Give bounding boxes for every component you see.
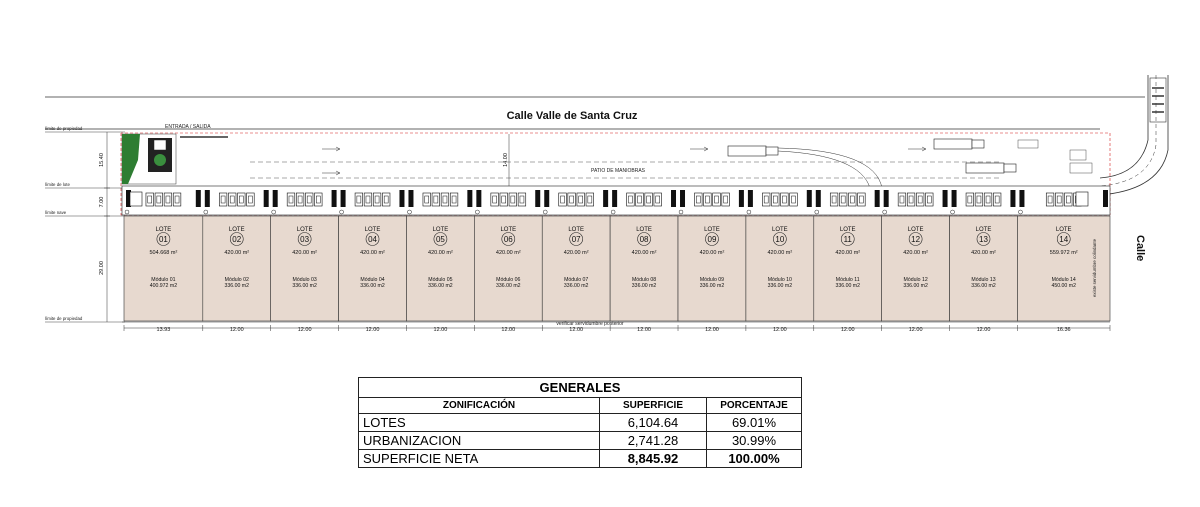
- truck-icon: [934, 139, 1038, 149]
- lot-01: [124, 216, 203, 321]
- parking-stall: [925, 193, 933, 206]
- parking-stall: [509, 193, 517, 206]
- lot-width: 12.00: [705, 327, 719, 333]
- module-label: Módulo 09: [699, 277, 725, 283]
- lot-area: 559.972 m²: [1049, 250, 1078, 256]
- lot-number: 01: [158, 235, 168, 244]
- loading-dock: [273, 190, 278, 207]
- lot-width: 12.00: [433, 327, 448, 333]
- parking-stall: [858, 193, 866, 206]
- module-label: Módulo 06: [496, 277, 521, 283]
- lot-label: LOTE: [975, 227, 992, 233]
- module-label: Módulo 11: [835, 277, 860, 283]
- module-area: 336.00 m2: [563, 283, 589, 289]
- parking-stall: [713, 193, 721, 206]
- loading-dock: [671, 190, 676, 207]
- parking-stall: [164, 193, 172, 206]
- lot-05: [406, 216, 474, 321]
- parking-stall: [228, 193, 236, 206]
- property-line-top-label: límite de propiedad: [45, 126, 83, 131]
- dim-parking: 7.00: [99, 196, 105, 208]
- parking-stall: [173, 193, 181, 206]
- lot-number: 10: [775, 235, 785, 244]
- lot-width: 12.00: [772, 327, 787, 333]
- lot-area: 420.00 m²: [495, 250, 521, 256]
- parking-stall: [423, 193, 431, 206]
- column-marker: [883, 210, 887, 214]
- parking-stall: [219, 193, 227, 206]
- lot-area: 420.00 m²: [903, 250, 929, 256]
- lot-area: 420.00 m²: [971, 250, 996, 256]
- module-label: Módulo 02: [224, 277, 249, 283]
- loading-dock: [535, 190, 540, 207]
- parking-stall: [898, 193, 906, 206]
- lot-02: [203, 216, 271, 321]
- parking-stall: [364, 193, 372, 206]
- lot-number: 13: [979, 235, 988, 244]
- loading-dock: [943, 190, 948, 207]
- module-label: Módulo 04: [360, 277, 385, 283]
- lot-10: [746, 216, 814, 321]
- street-name-right: Calle: [1134, 235, 1146, 262]
- parking-stall: [305, 193, 313, 206]
- truck-icon: [966, 150, 1092, 173]
- lot-label: LOTE: [432, 227, 449, 233]
- row-name: URBANIZACION: [359, 432, 600, 450]
- module-area: 450.00 m2: [1051, 283, 1076, 289]
- loading-dock: [399, 190, 404, 207]
- loading-dock: [612, 190, 617, 207]
- parking-stall: [636, 193, 644, 206]
- loading-dock: [1019, 190, 1024, 207]
- lot-06: [474, 216, 542, 321]
- parking-stall: [146, 193, 154, 206]
- loading-dock: [875, 190, 880, 207]
- parking-stall: [314, 193, 322, 206]
- lot-number: 06: [503, 235, 513, 244]
- parking-stall: [1055, 193, 1063, 206]
- loading-dock: [603, 190, 608, 207]
- loading-dock: [196, 190, 201, 207]
- loading-dock: [739, 190, 744, 207]
- module-label: Módulo 08: [631, 277, 657, 283]
- lot-label: LOTE: [704, 227, 720, 233]
- accessible-parking-icon: [130, 192, 142, 206]
- building-line-label: límite nave: [45, 210, 67, 215]
- module-label: Módulo 10: [767, 277, 792, 283]
- parking-stall: [237, 193, 245, 206]
- parking-stall: [907, 193, 915, 206]
- side-note: existe servidumbre colindante: [1092, 238, 1097, 298]
- right-street-curve: [1100, 75, 1148, 178]
- dim-front: 15.40: [99, 153, 105, 167]
- module-area: 336.00 m2: [292, 283, 317, 289]
- header-zoning: ZONIFICACIÓN: [359, 398, 600, 414]
- module-area: 336.00 m2: [835, 283, 860, 289]
- parking-stall: [500, 193, 508, 206]
- lot-label: LOTE: [364, 227, 381, 233]
- column-marker: [125, 210, 129, 214]
- loading-dock: [408, 190, 413, 207]
- lot-area: 420.00 m²: [360, 250, 385, 256]
- module-label: Módulo 14: [1051, 277, 1076, 283]
- row-name: LOTES: [359, 414, 600, 432]
- row-percentage: 69.01%: [707, 414, 802, 432]
- lot-number: 07: [571, 235, 581, 244]
- column-marker: [747, 210, 751, 214]
- lot-label: LOTE: [907, 227, 924, 233]
- lot-width: 12.00: [840, 327, 855, 333]
- lot-number: 14: [1059, 235, 1069, 244]
- module-area: 336.00 m2: [224, 283, 250, 289]
- lot-number: 08: [639, 235, 649, 244]
- row-name: SUPERFICIE NETA: [359, 450, 600, 468]
- lot-label: LOTE: [155, 227, 172, 233]
- module-label: Módulo 01: [151, 277, 176, 283]
- parking-stall: [771, 193, 779, 206]
- lot-label: LOTE: [839, 227, 856, 233]
- parking-stall: [722, 193, 730, 206]
- lot-width: 12.00: [229, 327, 244, 333]
- tree-icon: [154, 154, 166, 166]
- summary-title: GENERALES: [359, 378, 802, 398]
- lot-label: LOTE: [500, 227, 517, 233]
- lot-07: [542, 216, 610, 321]
- lot-number: 02: [232, 235, 242, 244]
- lot-label: LOTE: [772, 227, 788, 233]
- lot-03: [271, 216, 339, 321]
- lot-area: 420.00 m²: [699, 250, 725, 256]
- lot-12: [882, 216, 950, 321]
- parking-stall: [518, 193, 526, 206]
- lot-number: 09: [707, 235, 717, 244]
- lot-width: 12.00: [365, 327, 380, 333]
- module-label: Módulo 07: [564, 277, 589, 283]
- module-area: 336.00 m2: [903, 283, 928, 289]
- parking-stall: [1046, 193, 1054, 206]
- lot-width: 12.00: [569, 327, 584, 333]
- loading-dock: [467, 190, 472, 207]
- lot-width: 12.00: [976, 327, 991, 333]
- column-marker: [815, 210, 819, 214]
- column-marker: [475, 210, 479, 214]
- lot-number: 04: [368, 235, 377, 244]
- loading-dock: [884, 190, 889, 207]
- lot-04: [339, 216, 407, 321]
- module-area: 336.00 m2: [496, 283, 521, 289]
- column-marker: [951, 210, 955, 214]
- header-percentage: PORCENTAJE: [707, 398, 802, 414]
- module-area: 336.00 m2: [631, 283, 657, 289]
- column-marker: [611, 210, 615, 214]
- dim-depth: 29.00: [99, 261, 105, 275]
- table-row: [359, 414, 802, 432]
- parking-stall: [296, 193, 304, 206]
- lot-number: 03: [300, 235, 310, 244]
- parking-stall: [984, 193, 992, 206]
- yard-label: PATIO DE MANIOBRAS: [591, 168, 645, 174]
- loading-dock: [952, 190, 957, 207]
- parking-stall: [287, 193, 295, 206]
- property-line-bottom-label: límite de propiedad: [45, 316, 83, 321]
- lot-number: 12: [911, 235, 921, 244]
- lot-width: 12.00: [908, 327, 923, 333]
- rear-note: verificar servidumbre posterior: [556, 321, 624, 327]
- module-area: 400.972 m2: [149, 283, 178, 289]
- lot-label: LOTE: [636, 227, 652, 233]
- loading-dock: [1010, 190, 1015, 207]
- module-area: 336.00 m2: [699, 283, 725, 289]
- lot-width: 12.00: [297, 327, 312, 333]
- parking-stall: [586, 193, 594, 206]
- loading-dock: [680, 190, 685, 207]
- lot-area: 420.00 m²: [292, 250, 318, 256]
- summary-table: [358, 377, 802, 468]
- accessible-parking-icon: [1076, 192, 1088, 206]
- parking-stall: [247, 193, 255, 206]
- parking-stall: [432, 193, 440, 206]
- lot-area: 420.00 m²: [835, 250, 861, 256]
- column-marker: [272, 210, 276, 214]
- lot-area: 420.00 m²: [563, 250, 589, 256]
- loading-dock: [264, 190, 269, 207]
- parking-stall: [695, 193, 703, 206]
- parking-stall: [790, 193, 798, 206]
- column-marker: [204, 210, 208, 214]
- parking-stall: [382, 193, 390, 206]
- row-percentage: 100.00%: [707, 450, 802, 468]
- loading-dock: [205, 190, 210, 207]
- parking-stall: [993, 193, 1001, 206]
- header-area: SUPERFICIE: [600, 398, 707, 414]
- lot-width: 12.00: [501, 327, 516, 333]
- lot-area: 420.00 m²: [224, 250, 250, 256]
- parking-stall: [568, 193, 576, 206]
- parking-stall: [966, 193, 974, 206]
- loading-dock: [1103, 190, 1108, 207]
- lot-11: [814, 216, 882, 321]
- module-area: 336.00 m2: [767, 283, 793, 289]
- parking-stall: [848, 193, 856, 206]
- lot-number: 05: [435, 235, 445, 244]
- module-area: 336.00 m2: [360, 283, 385, 289]
- loading-dock: [748, 190, 753, 207]
- module-label: Módulo 13: [971, 277, 996, 283]
- gate-structure: [1150, 78, 1166, 122]
- module-label: Módulo 03: [292, 277, 317, 283]
- parking-stall: [441, 193, 449, 206]
- lots: [124, 216, 1110, 321]
- parking-stall: [1064, 193, 1072, 206]
- column-marker: [679, 210, 683, 214]
- loading-dock: [476, 190, 481, 207]
- lot-08: [610, 216, 678, 321]
- module-area: 336.00 m2: [971, 283, 996, 289]
- loading-dock: [341, 190, 346, 207]
- table-row: [359, 450, 802, 468]
- parking-stall: [559, 193, 567, 206]
- lot-label: LOTE: [228, 227, 245, 233]
- truck-icon: [728, 146, 882, 188]
- column-marker: [543, 210, 547, 214]
- lot-width: 16.36: [1056, 327, 1071, 333]
- parking-stall: [704, 193, 712, 206]
- lot-label: LOTE: [1055, 227, 1072, 233]
- parking-stall: [491, 193, 499, 206]
- row-percentage: 30.99%: [707, 432, 802, 450]
- parking-stall: [155, 193, 163, 206]
- column-marker: [407, 210, 411, 214]
- lot-line-label: límite de lote: [45, 182, 70, 187]
- loading-dock: [807, 190, 812, 207]
- lot-area: 420.00 m²: [767, 250, 793, 256]
- row-area: 2,741.28: [600, 432, 707, 450]
- lot-13: [950, 216, 1018, 321]
- lot-label: LOTE: [568, 227, 585, 233]
- loading-dock: [544, 190, 549, 207]
- entrance-label: ENTRADA / SALIDA: [165, 124, 211, 130]
- parking-stall: [830, 193, 838, 206]
- loading-dock: [816, 190, 821, 207]
- parking-stall: [355, 193, 363, 206]
- row-area: 6,104.64: [600, 414, 707, 432]
- parking-stall: [627, 193, 635, 206]
- parking-stall: [450, 193, 458, 206]
- parking-stall: [781, 193, 789, 206]
- parking-stall: [916, 193, 924, 206]
- lot-width: 13.93: [156, 327, 171, 333]
- street-name-top: Calle Valle de Santa Cruz: [506, 110, 638, 122]
- parking-stall: [839, 193, 847, 206]
- lot-label: LOTE: [296, 227, 313, 233]
- column-marker: [1018, 210, 1022, 214]
- lot-area: 420.00 m²: [631, 250, 657, 256]
- column-marker: [340, 210, 344, 214]
- module-area: 336.00 m2: [428, 283, 453, 289]
- lot-width: 12.00: [637, 327, 651, 333]
- parking-stall: [975, 193, 983, 206]
- parking-stall: [762, 193, 770, 206]
- lot-area: 504.668 m²: [149, 250, 178, 256]
- loading-dock: [332, 190, 337, 207]
- table-row: [359, 432, 802, 450]
- parking-stall: [577, 193, 585, 206]
- yard-dim: 14.00: [503, 153, 509, 167]
- parking-stall: [654, 193, 662, 206]
- lot-09: [678, 216, 746, 321]
- module-label: Módulo 12: [903, 277, 928, 283]
- row-area: 8,845.92: [600, 450, 707, 468]
- parking-stall: [373, 193, 381, 206]
- lot-number: 11: [843, 235, 852, 244]
- parking-stall: [645, 193, 653, 206]
- module-label: Módulo 05: [428, 277, 453, 283]
- lot-area: 420.00 m²: [428, 250, 453, 256]
